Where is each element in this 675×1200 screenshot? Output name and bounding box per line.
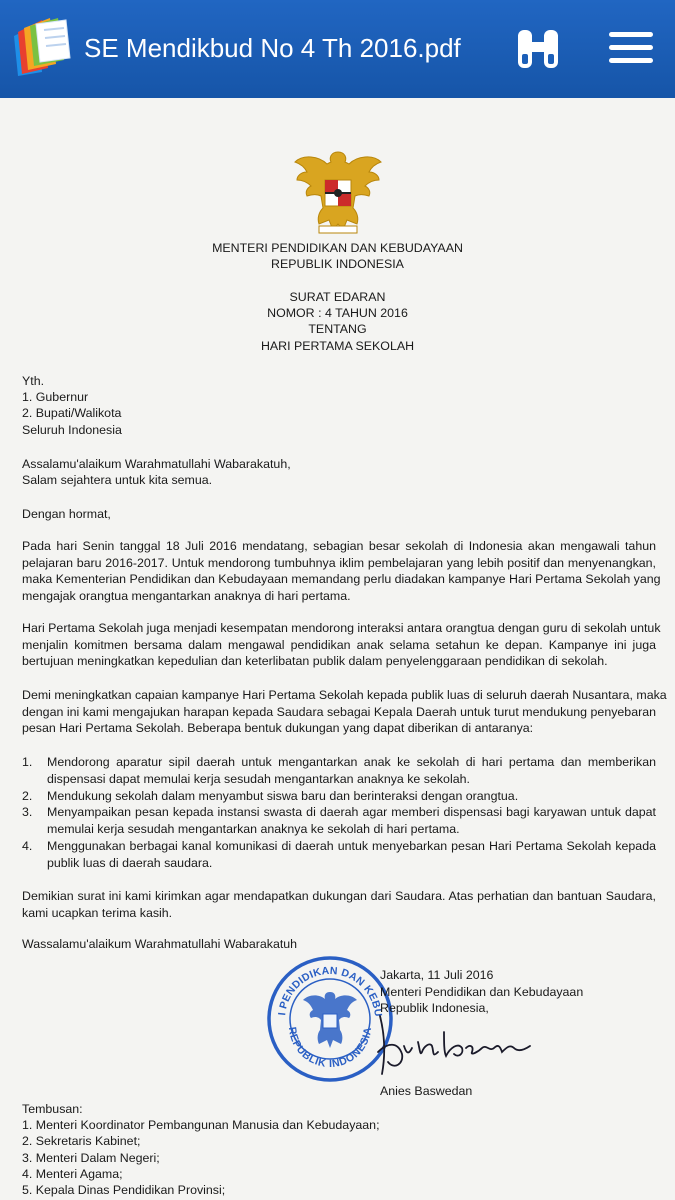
paragraph-line: Demi meningkatkan capaian kampanye Hari Pertama Sekolah kepada publik luas di seluruh daerah Nusantara, maka xyxy=(22,688,667,702)
closing-paragraph xyxy=(22,888,656,921)
opening-line: Dengan hormat, xyxy=(22,507,111,521)
stamp-text-top: I PENDIDIKAN DAN KEBU xyxy=(276,964,385,1018)
list-number: 1. xyxy=(22,755,33,769)
paragraph-line: Demikian surat ini kami kirimkan agar mendapatkan dukungan dari Saudara. Atas perhatian dan bantuan Saudara, xyxy=(22,889,656,903)
signature-title: Menteri Pendidikan dan Kebudayaan xyxy=(380,985,584,999)
hamburger-menu-icon[interactable] xyxy=(606,24,656,72)
tembusan-item: 5. Kepala Dinas Pendidikan Provinsi; xyxy=(22,1183,226,1197)
paragraph-line: dengan ini kami mengajukan harapan kepada Saudara sebagai Kepala Daerah untuk turut mendukung penyebaran xyxy=(22,704,656,719)
greeting-line: Salam sejahtera untuk kita semua. xyxy=(22,473,213,487)
addressee-line: 1. Gubernur xyxy=(22,390,89,404)
list-number: 3. xyxy=(22,805,33,819)
paragraph-line: Hari Pertama Sekolah juga menjadi kesempatan mendorong interaksi antara orangtua dengan guru di sekolah untuk xyxy=(22,621,661,635)
farewell-line: Wassalamu'alaikum Warahmatullahi Wabarakatuh xyxy=(22,937,298,951)
handwritten-signature xyxy=(374,1012,534,1078)
paragraph-line: bertujuan meningkatkan kepedulian dan keterlibatan publik dalam penyelenggaraan pendidikan di sekolah. xyxy=(22,654,608,669)
signature-country: Republik Indonesia, xyxy=(380,1001,489,1015)
paragraph-line: maka Kementerian Pendidikan dan Kebudayaan memandang perlu diadakan kampanye Hari Pertama Sekolah yang xyxy=(22,572,661,587)
tembusan-title: Tembusan: xyxy=(22,1102,83,1116)
greeting-line: Assalamu'alaikum Warahmatullahi Wabarakatuh, xyxy=(22,457,291,471)
pdf-page[interactable] xyxy=(0,98,675,1200)
paragraph-line: pesan Hari Pertama Sekolah. Beberapa bentuk dukungan yang dapat diberikan di antaranya: xyxy=(22,721,534,736)
list-number: 2. xyxy=(22,789,33,803)
ministry-header-line-2: REPUBLIK INDONESIA xyxy=(271,257,404,271)
tembusan-item: 3. Menteri Dalam Negeri; xyxy=(22,1151,160,1165)
paragraph-line: pelajaran baru 2016-2017. Untuk mendorong tumbuhnya iklim pembelajaran yang lebih positif dan menyenangkan, xyxy=(22,555,656,570)
tembusan-item: 1. Menteri Koordinator Pembangunan Manusia dan Kebudayaan; xyxy=(22,1118,380,1132)
book-stack-app-icon[interactable] xyxy=(8,14,78,78)
list-item-line: dispensasi dapat memulai kerja sesudah mengantarkan anaknya ke sekolah. xyxy=(47,771,470,786)
document-title: SE Mendikbud No 4 Th 2016.pdf xyxy=(84,33,461,63)
tembusan-item: 2. Sekretaris Kabinet; xyxy=(22,1134,141,1148)
stamp-text-bottom: REPUBLIK INDONESIA xyxy=(285,1026,375,1071)
garuda-emblem-icon xyxy=(289,146,387,238)
addressee-line: 2. Bupati/Walikota xyxy=(22,406,122,420)
addressee-line: Yth. xyxy=(22,374,45,388)
binoculars-icon[interactable] xyxy=(514,24,562,72)
subject-line-4: HARI PERTAMA SEKOLAH xyxy=(260,339,415,353)
subject-line-3: TENTANG xyxy=(308,322,367,336)
subject-line-1: SURAT EDARAN xyxy=(289,290,386,304)
list-item-line: Menggunakan berbagai kanal komunikasi di daerah untuk menyebarkan pesan Hari Pertama Sekolah kepada xyxy=(47,839,656,853)
paragraph-line: mengajak orangtua mengantarkan anaknya di hari pertama. xyxy=(22,589,351,604)
paragraph-line: Pada hari Senin tanggal 18 Juli 2016 mendatang, sebagian besar sekolah di Indonesia akan mengawali tahun xyxy=(22,539,656,553)
addressee-line: Seluruh Indonesia xyxy=(22,423,122,437)
ministry-header-line-1: MENTERI PENDIDIKAN DAN KEBUDAYAAN xyxy=(212,241,463,255)
body-paragraph-2 xyxy=(22,620,661,670)
list-item-line: Menyampaikan pesan kepada instansi swasta di daerah agar memberi dispensasi bagi karyawan untuk dapat xyxy=(47,805,656,819)
list-number: 4. xyxy=(22,839,33,853)
list-item-line: memulai kerja sesudah mengantarkan anaknya ke sekolah di hari pertama. xyxy=(47,821,460,836)
paragraph-line: menjalin komitmen bersama dalam mengawal pendidikan anak selama setahun ke depan. Kampanye ini juga xyxy=(22,637,656,652)
body-paragraph-3 xyxy=(22,687,667,737)
subject-line-2: NOMOR : 4 TAHUN 2016 xyxy=(267,306,408,320)
signature-place-date: Jakarta, 11 Juli 2016 xyxy=(380,968,494,982)
paragraph-line: kami ucapkan terima kasih. xyxy=(22,905,173,920)
list-item-line: Mendorong aparatur sipil daerah untuk mengantarkan anak ke sekolah di hari pertama dan memberikan xyxy=(47,755,656,769)
signer-name: Anies Baswedan xyxy=(380,1084,473,1098)
list-item-line: publik luas di daerah saudara. xyxy=(47,855,213,870)
tembusan-item: 4. Menteri Agama; xyxy=(22,1167,123,1181)
app-bar xyxy=(0,0,675,98)
body-paragraph-1 xyxy=(22,538,661,605)
list-item-line: Mendukung sekolah dalam menyambut siswa baru dan berinteraksi dengan orangtua. xyxy=(47,789,519,803)
